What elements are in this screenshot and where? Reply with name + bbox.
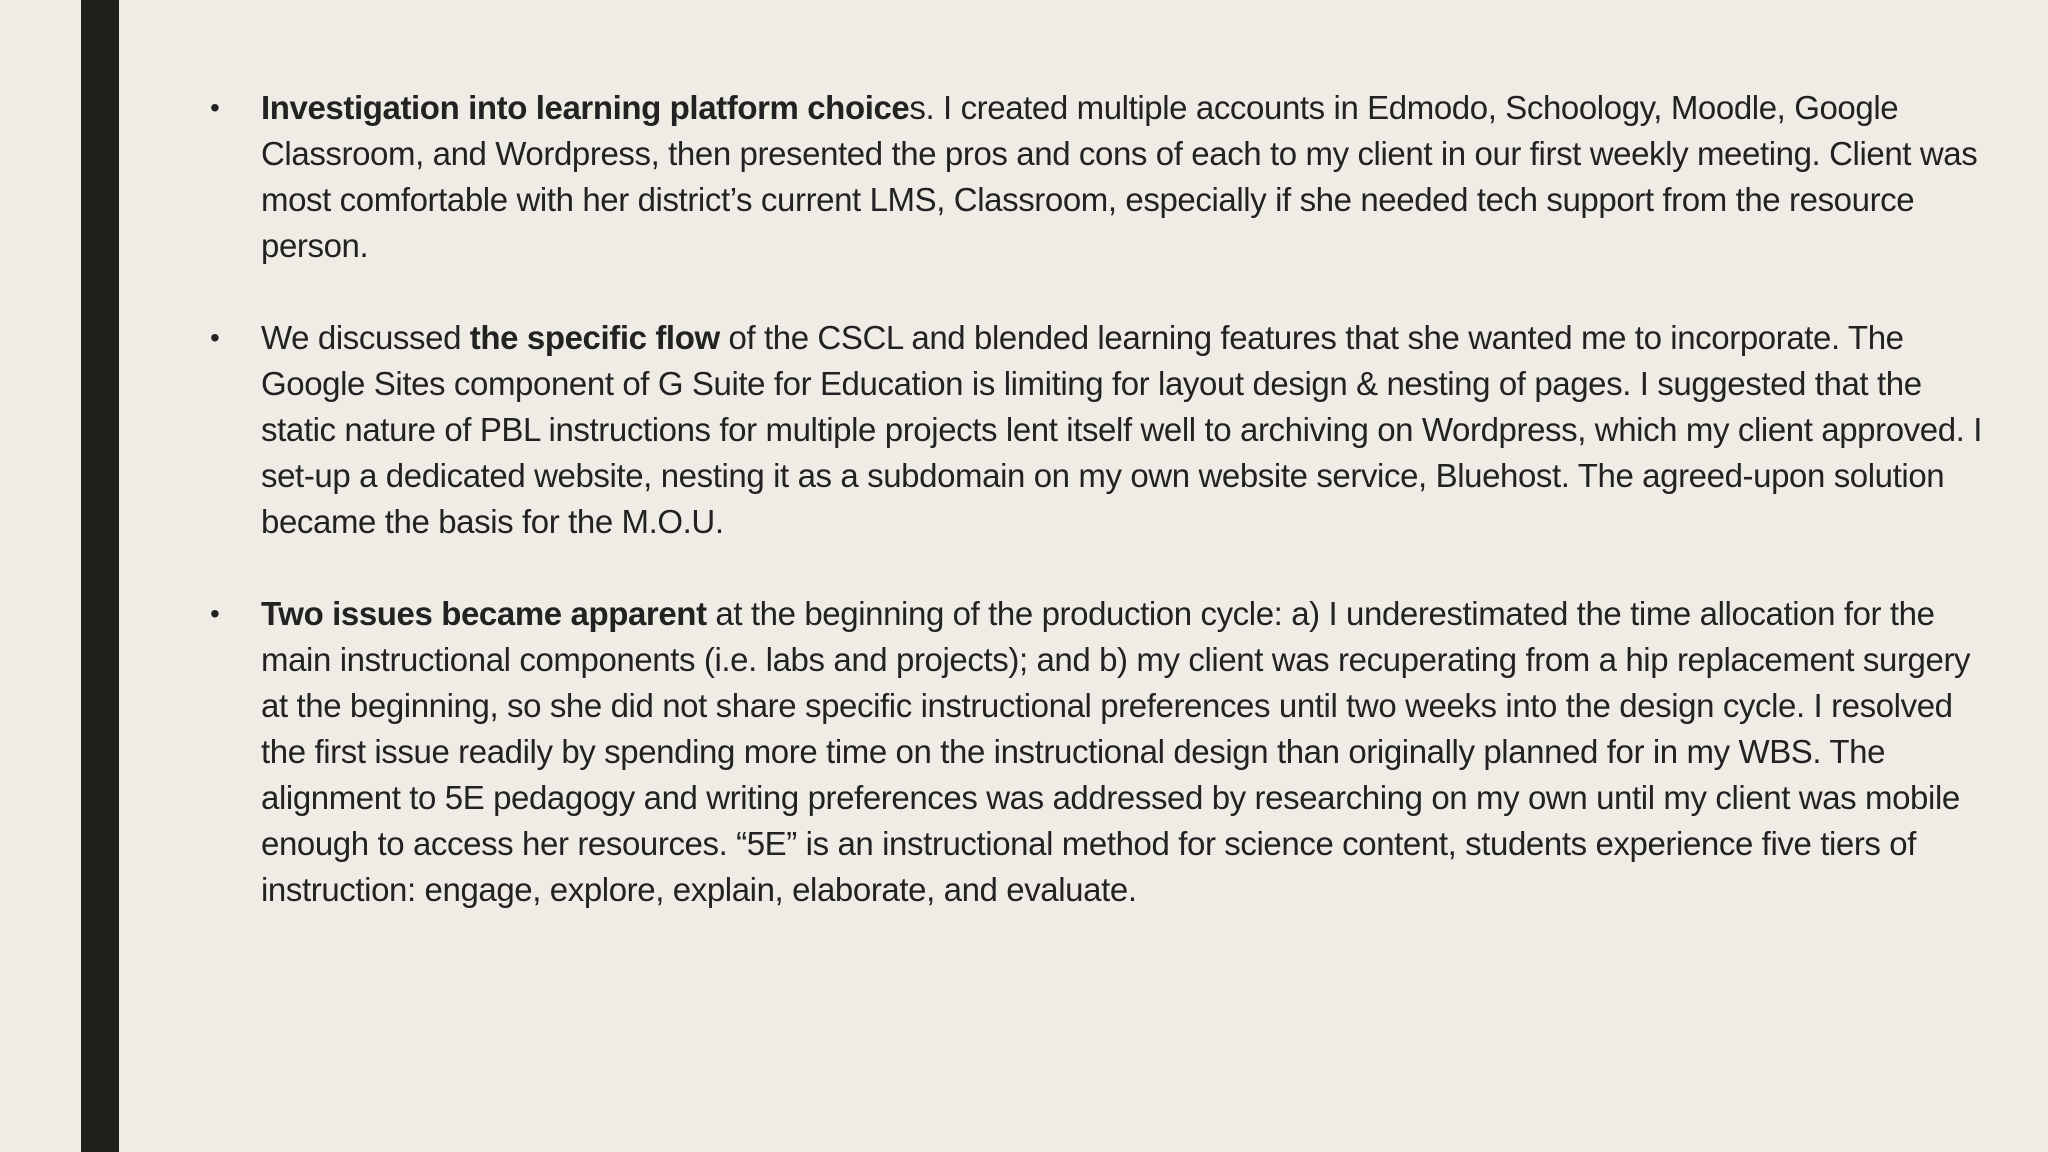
bullet-two-issues xyxy=(210,591,1990,913)
bullet-marker: • xyxy=(210,92,220,123)
bullet-marker: • xyxy=(210,598,220,629)
bullet-body-text: at the beginning of the production cycle: a) I underestimated the time allocation for the main instructional components (i.e. labs and projects); and b) my client was recuperating from a hip replacement surgery at the beginning, so she did not share specific instructional preferences until two weeks into the design cycle. I resolved the first issue readily by spending more time on the instructional design than originally planned for in my WBS. The alignment to 5E pedagogy and writing preferences was addressed by researching on my own until my client was mobile enough to access her resources. “5E” is an instructional method for science content, students experience five tiers of instruction: engage, explore, explain, elaborate, and evaluate. xyxy=(261,595,1971,908)
bullet-body-text: of the CSCL and blended learning features that she wanted me to incorporate. The Google Sites component of G Suite for Education is limiting for layout design & nesting of pages. I suggested that the static nature of PBL instructions for multiple projects lent itself well to archiving on Wordpress, which my client approved. I set-up a dedicated website, nesting it as a subdomain on my own website service, Bluehost. The agreed-upon solution became the basis for the M.O.U. xyxy=(261,319,1982,540)
bullet-lead-text: We discussed xyxy=(261,319,470,356)
bullet-specific-flow xyxy=(210,315,1990,545)
bullet-bold-phrase: Two issues became apparent xyxy=(261,595,707,632)
bullet-bold-phrase: Investigation into learning platform choice xyxy=(261,89,910,126)
bullet-body-text: s. I created multiple accounts in Edmodo, Schoology, Moodle, Google Classroom, and Wordpress, then presented the pros and cons of each to my client in our first weekly meeting. Client was most comfortable with her district’s current LMS, Classroom, especially if she needed tech support from the resource person. xyxy=(261,89,1978,264)
left-accent-bar xyxy=(81,0,119,1152)
bullet-list xyxy=(210,85,1990,913)
bullet-marker: • xyxy=(210,322,220,353)
bullet-bold-phrase: the specific flow xyxy=(469,319,720,356)
bullet-platform-choice xyxy=(210,85,1990,269)
